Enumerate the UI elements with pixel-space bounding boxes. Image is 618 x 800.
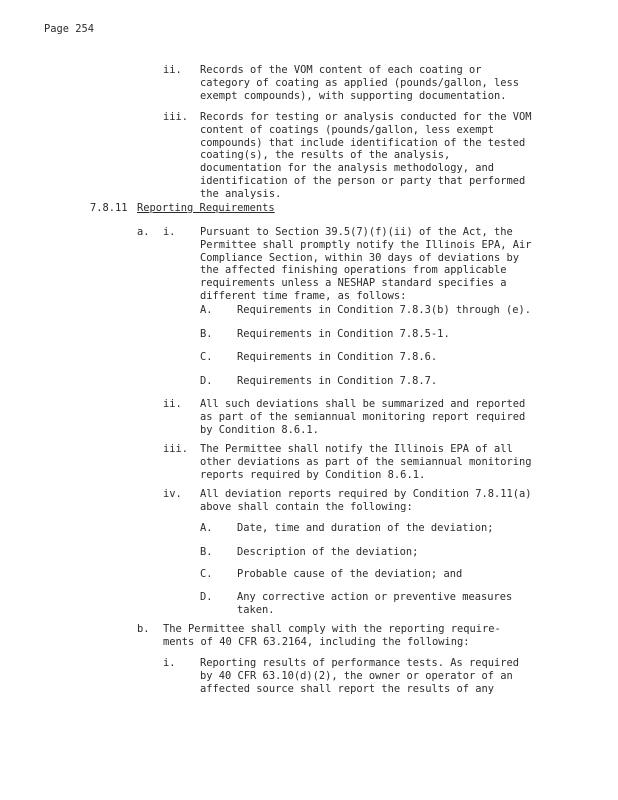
text-line: taken. (237, 603, 275, 616)
page-header: Page 254 (44, 23, 95, 35)
text-line: Pursuant to Section 39.5(7)(f)(ii) of the Act, the (200, 226, 513, 238)
text-line: Records of the VOM content of each coating or (200, 64, 482, 76)
text-line: compounds) that include identification of the tested (200, 136, 526, 149)
item-iii-marker: iii. (163, 111, 189, 123)
text-line: different time frame, as follows: (200, 289, 407, 302)
subitem-marker: C. (200, 568, 213, 580)
text-line: the affected finishing operations from applicable (200, 264, 507, 277)
text-line: other deviations as part of the semiannual monitoring (200, 455, 532, 468)
subitem-marker: A. (200, 304, 213, 316)
subitem-text: Description of the deviation; (237, 546, 419, 558)
item-b-i-marker: i. (163, 657, 176, 669)
subitem-marker: B. (200, 546, 213, 558)
item-a-ii-marker: ii. (163, 398, 182, 410)
section-number: 7.8.11 (90, 202, 128, 214)
text-line: Reporting results of performance tests. As required (200, 657, 520, 669)
subitem-marker: B. (200, 328, 213, 340)
subitem-text: Probable cause of the deviation; and (237, 568, 463, 580)
subitem-text: Requirements in Condition 7.8.5-1. (237, 328, 450, 340)
text-line: Records for testing or analysis conducted for the VOM (200, 111, 532, 123)
text-line: All deviation reports required by Condition 7.8.11(a) (200, 488, 532, 500)
text-line: requirements unless a NESHAP standard specifies a (200, 277, 507, 290)
subitem-text (237, 591, 512, 617)
item-iii-text (200, 111, 532, 201)
text-line: Permittee shall promptly notify the Illinois EPA, Air (200, 238, 532, 251)
text-line: coating(s), the results of the analysis, (200, 149, 451, 162)
subitem-text: Requirements in Condition 7.8.3(b) through (e). (237, 304, 532, 316)
text-line: affected source shall report the results of any (200, 682, 495, 695)
item-a-iii-text (200, 443, 532, 481)
item-a-iii-marker: iii. (163, 443, 189, 455)
subitem-text: Requirements in Condition 7.8.7. (237, 375, 438, 387)
item-a-i-marker: i. (163, 226, 176, 238)
subitem-text: Requirements in Condition 7.8.6. (237, 351, 438, 363)
subitem-marker: A. (200, 522, 213, 534)
text-line: All such deviations shall be summarized and reported (200, 398, 526, 410)
text-line: The Permittee shall comply with the reporting require- (163, 623, 501, 635)
text-line: ments of 40 CFR 63.2164, including the following: (163, 635, 470, 648)
item-b-marker: b. (137, 623, 150, 635)
text-line: above shall contain the following: (200, 500, 413, 513)
item-a-i-text (200, 226, 532, 303)
item-a-iv-marker: iv. (163, 488, 182, 500)
text-line: by 40 CFR 63.10(d)(2), the owner or operator of an (200, 669, 513, 682)
text-line: documentation for the analysis methodology, and (200, 162, 495, 175)
text-line: Any corrective action or preventive measures (237, 591, 513, 603)
text-line: the analysis. (200, 187, 282, 200)
text-line: content of coatings (pounds/gallon, less exempt (200, 123, 495, 136)
item-a-ii-text (200, 398, 525, 436)
text-line: exempt compounds), with supporting documentation. (200, 89, 507, 102)
section-title: Reporting Requirements (137, 202, 275, 214)
subitem-text: Date, time and duration of the deviation; (237, 522, 494, 534)
item-b-i-text (200, 657, 519, 695)
item-ii-marker: ii. (163, 64, 182, 76)
item-ii-text (200, 64, 519, 102)
text-line: reports required by Condition 8.6.1. (200, 468, 426, 481)
item-a-iv-text (200, 488, 532, 514)
text-line: identification of the person or party that performed (200, 174, 526, 187)
text-line: category of coating as applied (pounds/gallon, less (200, 76, 520, 89)
text-line: The Permittee shall notify the Illinois EPA of all (200, 443, 513, 455)
subitem-marker: D. (200, 591, 213, 603)
item-b-text (163, 623, 501, 649)
subitem-marker: D. (200, 375, 213, 387)
text-line: by Condition 8.6.1. (200, 423, 319, 436)
subitem-marker: C. (200, 351, 213, 363)
item-a-marker: a. (137, 226, 150, 238)
text-line: Compliance Section, within 30 days of deviations by (200, 251, 520, 264)
text-line: as part of the semiannual monitoring report required (200, 410, 526, 423)
